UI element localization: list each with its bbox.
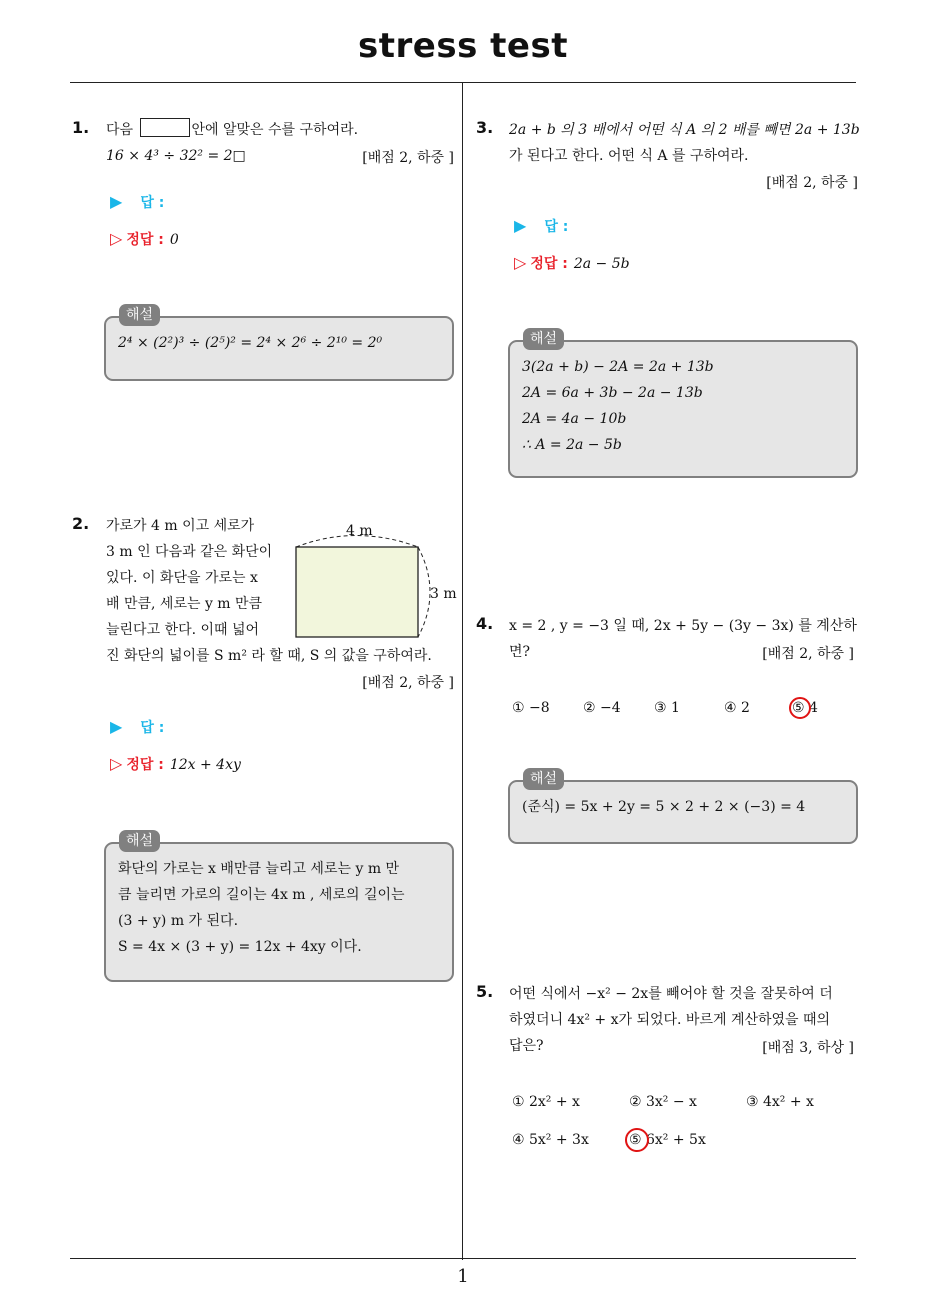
answer-line <box>110 192 164 212</box>
explanation-line: 2A = 4a − 10b <box>522 411 627 427</box>
explanation-line: 2A = 6a + 3b − 2a − 13b <box>522 385 703 401</box>
explanation-box <box>508 780 858 844</box>
question-text-line: x = 2 , y = −3 일 때, 2x + 5y − (3y − 3x) 를 계산하 <box>509 618 857 634</box>
footer-divider <box>70 1258 856 1259</box>
outline-arrow-icon: ▷ <box>110 229 123 248</box>
play-arrow-icon: ▶ <box>110 192 123 211</box>
score-label: [배점 2, 하중 ] <box>762 646 854 662</box>
flower-bed-rectangle <box>296 547 418 637</box>
selected-answer-circle-icon <box>789 697 811 719</box>
correct-label: 정답 : <box>126 232 164 248</box>
explanation-box <box>104 316 454 381</box>
correct-answer-line <box>110 229 179 249</box>
answer-blank-box <box>140 118 190 137</box>
explanation-line: 큼 늘리면 가로의 길이는 4x m , 세로의 길이는 <box>118 887 405 903</box>
question-text-line: 면? <box>509 644 531 660</box>
correct-answer: 12x + 4xy <box>169 757 241 773</box>
score-label: [배점 2, 하중 ] <box>766 175 858 191</box>
score-label: [배점 2, 하중 ] <box>362 675 454 691</box>
question-text-line: 하였더니 4x² + x가 되었다. 바르게 계산하였을 때의 <box>509 1012 831 1028</box>
answer-label: 답 : <box>140 720 165 736</box>
explanation-box <box>104 842 454 982</box>
correct-answer: 0 <box>169 232 179 248</box>
explanation-line: 화단의 가로는 x 배만큼 늘리고 세로는 y m 만 <box>118 861 400 877</box>
question-text-line: 늘린다고 한다. 이때 넓어 <box>106 622 260 638</box>
question-number: 2. <box>72 514 90 533</box>
correct-label: 정답 : <box>530 256 568 272</box>
width-label: 4 m <box>346 523 373 539</box>
answer-line <box>514 216 568 236</box>
option-4[interactable]: ④ 5x² + 3x <box>512 1132 589 1148</box>
explanation-line: (3 + y) m 가 된다. <box>118 913 239 929</box>
score-label: [배점 3, 하상 ] <box>762 1040 854 1056</box>
question-number: 3. <box>476 118 494 137</box>
explanation-tab: 해설 <box>523 768 564 790</box>
question-number: 1. <box>72 118 90 137</box>
question-text-line: 3 m 인 다음과 같은 화단이 <box>106 544 273 560</box>
option-1[interactable]: ① −8 <box>512 700 550 716</box>
option-2[interactable]: ② 3x² − x <box>629 1094 697 1110</box>
answer-label: 답 : <box>544 219 569 235</box>
explanation-line: ∴ A = 2a − 5b <box>522 437 622 453</box>
question-text-line: 가 된다고 한다. 어떤 식 A 를 구하여라. <box>509 148 749 164</box>
explanation-box <box>508 340 858 478</box>
question-number: 4. <box>476 614 494 633</box>
question-text-line: 가로가 4 m 이고 세로가 <box>106 518 255 534</box>
explanation-line: (준식) = 5x + 2y = 5 × 2 + 2 × (−3) = 4 <box>522 799 806 815</box>
question-text-line: 2a + b 의 3 배에서 어떤 식 A 의 2 배를 빼면 2a + 13b <box>509 122 860 138</box>
height-label: 3 m <box>430 586 457 602</box>
page-title: stress test <box>358 26 568 66</box>
question-text-line: 배 만큼, 세로는 y m 만큼 <box>106 596 263 612</box>
correct-answer-line <box>514 253 630 273</box>
question-text <box>106 117 358 143</box>
question-number: 5. <box>476 982 494 1001</box>
option-5[interactable]: ⑤ 4 <box>792 700 818 716</box>
explanation-line: S = 4x × (3 + y) = 12x + 4xy 이다. <box>118 939 362 955</box>
page-number: 1 <box>457 1266 469 1287</box>
selected-answer-circle-icon <box>625 1128 649 1152</box>
correct-answer: 2a − 5b <box>573 256 630 272</box>
header-divider <box>70 82 856 83</box>
question-text-part: 안에 알맞은 수를 구하여라. <box>191 122 359 138</box>
score-label: [배점 2, 하중 ] <box>362 150 454 166</box>
answer-line <box>110 717 164 737</box>
question-text-line: 어떤 식에서 −x² − 2x를 빼어야 할 것을 잘못하여 더 <box>509 986 833 1002</box>
correct-answer-line <box>110 754 241 774</box>
option-3[interactable]: ③ 4x² + x <box>746 1094 814 1110</box>
question-text-line: 진 화단의 넓이를 S m² 라 할 때, S 의 값을 구하여라. <box>106 648 432 664</box>
option-2[interactable]: ② −4 <box>583 700 621 716</box>
question-text-part: 다음 <box>106 122 134 138</box>
question-text-line: 답은? <box>509 1038 544 1054</box>
outline-arrow-icon: ▷ <box>110 754 123 773</box>
outline-arrow-icon: ▷ <box>514 253 527 272</box>
option-5[interactable]: ⑤ 6x² + 5x <box>629 1132 706 1148</box>
play-arrow-icon: ▶ <box>110 717 123 736</box>
option-4[interactable]: ④ 2 <box>724 700 750 716</box>
explanation-line: 2⁴ × (2²)³ ÷ (2⁵)² = 2⁴ × 2⁶ ÷ 2¹⁰ = 2⁰ <box>118 335 383 351</box>
flower-bed-figure <box>290 520 460 650</box>
height-dimension-arc <box>418 547 430 637</box>
column-divider <box>462 82 463 1260</box>
question-text-line: 있다. 이 화단을 가로는 x <box>106 570 258 586</box>
play-arrow-icon: ▶ <box>514 216 527 235</box>
answer-label: 답 : <box>140 195 165 211</box>
question-expression: 16 × 4³ ÷ 32² = 2□ <box>106 148 246 164</box>
option-1[interactable]: ① 2x² + x <box>512 1094 580 1110</box>
explanation-tab: 해설 <box>119 830 160 852</box>
correct-label: 정답 : <box>126 757 164 773</box>
explanation-tab: 해설 <box>119 304 160 326</box>
explanation-tab: 해설 <box>523 328 564 350</box>
option-3[interactable]: ③ 1 <box>654 700 680 716</box>
explanation-line: 3(2a + b) − 2A = 2a + 13b <box>522 359 714 375</box>
